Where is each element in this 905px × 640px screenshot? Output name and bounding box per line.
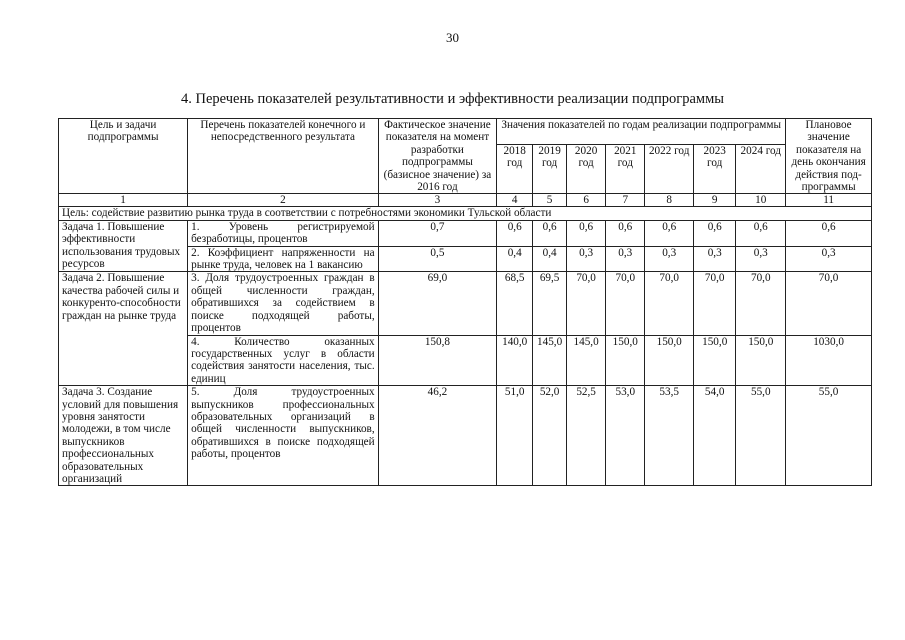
year-value: 0,4 — [497, 246, 533, 272]
year-value: 0,6 — [606, 220, 645, 246]
year-value: 140,0 — [497, 335, 533, 386]
year-value: 52,0 — [533, 386, 567, 486]
year-value: 0,6 — [497, 220, 533, 246]
goal-text: Цель: содействие развитию рынка труда в соответствии с потребностями экономики Тульской области — [59, 207, 872, 220]
header-year: 2024 год — [736, 144, 786, 194]
year-value: 150,0 — [606, 335, 645, 386]
planned-value: 55,0 — [786, 386, 872, 486]
year-value: 70,0 — [736, 272, 786, 335]
actual-value: 46,2 — [378, 386, 497, 486]
page-number: 30 — [446, 30, 459, 45]
indicator-name: 4. Количество оказанных государственных услуг в области содействия занятости населения, тыс. единиц — [188, 335, 379, 386]
year-value: 70,0 — [567, 272, 606, 335]
column-number: 4 — [497, 194, 533, 207]
table-row — [59, 272, 872, 335]
year-value: 0,6 — [694, 220, 736, 246]
year-value: 0,6 — [645, 220, 694, 246]
year-value: 0,3 — [645, 246, 694, 272]
year-value: 0,6 — [567, 220, 606, 246]
header-actual: Фактическое значение показателя на момент разработки подпрограммы (базисное значение) за 2016 год — [378, 119, 497, 194]
section-title: 4. Перечень показателей результативности и эффективности реализации подпрограммы — [180, 91, 725, 107]
header-year: 2022 год — [645, 144, 694, 194]
column-number: 8 — [645, 194, 694, 207]
header-year: 2019 год — [533, 144, 567, 194]
year-value: 69,5 — [533, 272, 567, 335]
column-number: 9 — [694, 194, 736, 207]
year-value: 70,0 — [645, 272, 694, 335]
task-cell: Задача 2. Повышение качества рабочей силы и конкуренто-способности граждан на рынке труда — [59, 272, 188, 386]
actual-value: 0,5 — [378, 246, 497, 272]
header-year: 2021 год — [606, 144, 645, 194]
column-number: 10 — [736, 194, 786, 207]
year-value: 53,5 — [645, 386, 694, 486]
year-value: 51,0 — [497, 386, 533, 486]
column-number: 1 — [59, 194, 188, 207]
header-year: 2023 год — [694, 144, 736, 194]
year-value: 54,0 — [694, 386, 736, 486]
year-value: 150,0 — [736, 335, 786, 386]
indicator-name: 5. Доля трудоустроенных выпускников профессиональных образовательных организаций в общей численности выпускников, обратившихся в поиске подходящей работы, процентов — [188, 386, 379, 486]
planned-value: 1030,0 — [786, 335, 872, 386]
year-value: 0,3 — [567, 246, 606, 272]
year-value: 0,3 — [736, 246, 786, 272]
header-years-group: Значения показателей по годам реализации подпрограммы — [497, 119, 786, 145]
column-number: 7 — [606, 194, 645, 207]
year-value: 70,0 — [606, 272, 645, 335]
indicator-name: 3. Доля трудоустроенных граждан в общей численности граждан, обратившихся за содействием в поиске подходящей работы, процентов — [188, 272, 379, 335]
year-value: 150,0 — [694, 335, 736, 386]
goal-row — [59, 207, 872, 220]
indicator-name: 1. Уровень регистрируемой безработицы, процентов — [188, 220, 379, 246]
header-planned: Плановое значение показателя на день окончания действия под-программы — [786, 119, 872, 194]
task-cell: Задача 1. Повышение эффективности использования трудовых ресурсов — [59, 220, 188, 272]
year-value: 0,4 — [533, 246, 567, 272]
table-row — [59, 386, 872, 486]
actual-value: 150,8 — [378, 335, 497, 386]
header-year: 2020 год — [567, 144, 606, 194]
year-value: 70,0 — [694, 272, 736, 335]
planned-value: 0,3 — [786, 246, 872, 272]
year-value: 55,0 — [736, 386, 786, 486]
year-value: 0,3 — [606, 246, 645, 272]
header-indicators: Перечень показателей конечного и непосредственного результата — [188, 119, 379, 194]
planned-value: 70,0 — [786, 272, 872, 335]
year-value: 68,5 — [497, 272, 533, 335]
year-value: 0,6 — [736, 220, 786, 246]
year-value: 53,0 — [606, 386, 645, 486]
indicator-name: 2. Коэффициент напряженности на рынке труда, человек на 1 вакансию — [188, 246, 379, 272]
column-number: 2 — [188, 194, 379, 207]
table-row — [59, 220, 872, 246]
planned-value: 0,6 — [786, 220, 872, 246]
year-value: 52,5 — [567, 386, 606, 486]
column-number: 6 — [567, 194, 606, 207]
column-number-row — [59, 194, 872, 207]
year-value: 145,0 — [567, 335, 606, 386]
header-goals: Цель и задачи подпрограммы — [59, 119, 188, 194]
column-number: 3 — [378, 194, 497, 207]
indicators-table — [58, 118, 872, 486]
year-value: 145,0 — [533, 335, 567, 386]
year-value: 0,3 — [694, 246, 736, 272]
header-year: 2018 год — [497, 144, 533, 194]
column-number: 5 — [533, 194, 567, 207]
task-cell: Задача 3. Создание условий для повышения уровня занятости молодежи, в том числе выпускников профессиональных образовательных организаций — [59, 386, 188, 486]
year-value: 150,0 — [645, 335, 694, 386]
column-number: 11 — [786, 194, 872, 207]
year-value: 0,6 — [533, 220, 567, 246]
actual-value: 0,7 — [378, 220, 497, 246]
actual-value: 69,0 — [378, 272, 497, 335]
